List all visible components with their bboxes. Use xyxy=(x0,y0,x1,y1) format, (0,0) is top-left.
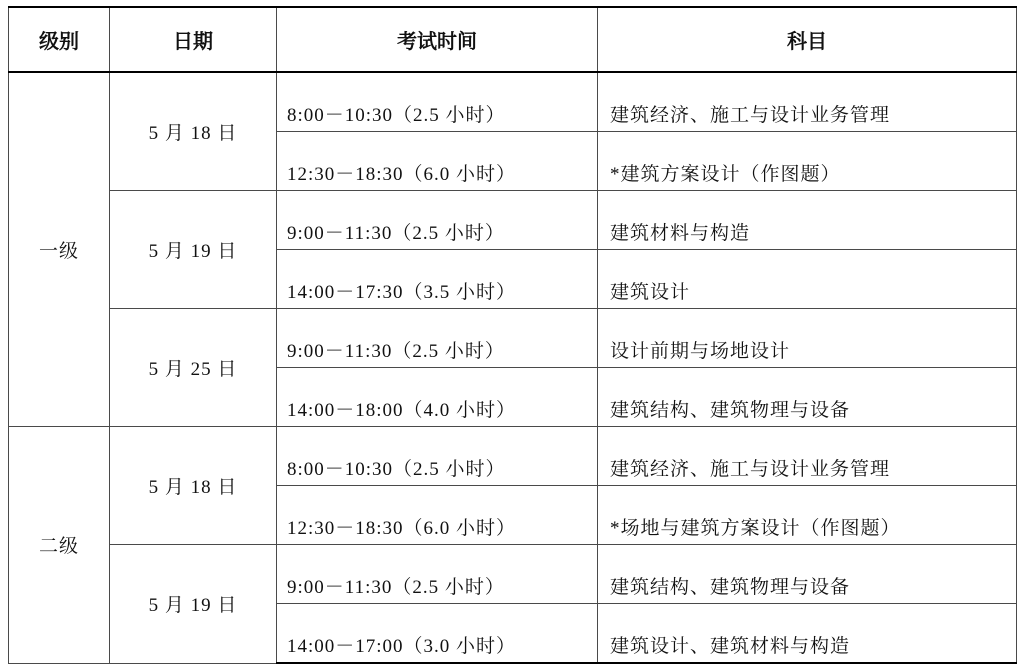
time-cell: 8:00－10:30（2.5 小时） xyxy=(277,72,598,132)
table-row xyxy=(9,191,1017,250)
header-time: 考试时间 xyxy=(277,7,598,72)
time-cell: 12:30－18:30（6.0 小时） xyxy=(277,132,598,191)
exam-schedule-table xyxy=(8,6,1017,664)
date-cell: 5 月 18 日 xyxy=(110,427,277,545)
subject-cell: 设计前期与场地设计 xyxy=(598,309,1017,368)
time-cell: 9:00－11:30（2.5 小时） xyxy=(277,191,598,250)
subject-cell: *场地与建筑方案设计（作图题） xyxy=(598,486,1017,545)
table-row xyxy=(9,545,1017,604)
time-cell: 14:00－18:00（4.0 小时） xyxy=(277,368,598,427)
table-body xyxy=(9,72,1017,663)
time-cell: 9:00－11:30（2.5 小时） xyxy=(277,545,598,604)
table-row xyxy=(9,427,1017,486)
subject-cell: 建筑经济、施工与设计业务管理 xyxy=(598,72,1017,132)
time-cell: 12:30－18:30（6.0 小时） xyxy=(277,486,598,545)
header-row xyxy=(9,7,1017,72)
subject-cell: 建筑经济、施工与设计业务管理 xyxy=(598,427,1017,486)
header-level: 级别 xyxy=(9,7,110,72)
date-cell: 5 月 19 日 xyxy=(110,545,277,664)
time-cell: 8:00－10:30（2.5 小时） xyxy=(277,427,598,486)
level-cell: 一级 xyxy=(9,72,110,427)
subject-cell: 建筑材料与构造 xyxy=(598,191,1017,250)
subject-cell: *建筑方案设计（作图题） xyxy=(598,132,1017,191)
header-subject: 科目 xyxy=(598,7,1017,72)
time-cell: 14:00－17:30（3.5 小时） xyxy=(277,250,598,309)
table-header xyxy=(9,7,1017,72)
time-cell: 14:00－17:00（3.0 小时） xyxy=(277,604,598,664)
header-date: 日期 xyxy=(110,7,277,72)
table-row xyxy=(9,309,1017,368)
time-cell: 9:00－11:30（2.5 小时） xyxy=(277,309,598,368)
date-cell: 5 月 18 日 xyxy=(110,72,277,191)
subject-cell: 建筑结构、建筑物理与设备 xyxy=(598,368,1017,427)
subject-cell: 建筑结构、建筑物理与设备 xyxy=(598,545,1017,604)
level-cell: 二级 xyxy=(9,427,110,664)
date-cell: 5 月 19 日 xyxy=(110,191,277,309)
table-row xyxy=(9,72,1017,132)
date-cell: 5 月 25 日 xyxy=(110,309,277,427)
subject-cell: 建筑设计 xyxy=(598,250,1017,309)
subject-cell: 建筑设计、建筑材料与构造 xyxy=(598,604,1017,664)
